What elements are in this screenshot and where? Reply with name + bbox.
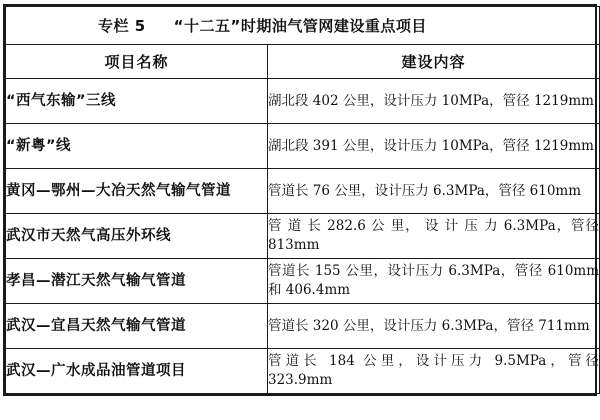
project-content-cell: 管 道 长 282.6 公 里， 设 计 压 力 6.3MPa，管径 813mm [268, 214, 600, 259]
project-name-cell: 武汉—广水成品油管道项目 [6, 349, 268, 394]
header-project-name: 项目名称 [6, 45, 268, 79]
project-table [5, 6, 600, 394]
table-title-cell [6, 7, 600, 45]
table-row [6, 304, 600, 349]
column-box-label: 专栏 5 [98, 17, 146, 35]
table-row [6, 259, 600, 304]
project-content-cell: 管道长 320 公里，设计压力 6.3MPa，管径 711mm [268, 304, 600, 349]
project-name-cell: “西气东输”三线 [6, 79, 268, 124]
table-title-text: “十二五”时期油气管网建设重点项目 [173, 17, 427, 35]
table-header-row [6, 45, 600, 79]
project-content-cell: 湖北段 391 公里，设计压力 10MPa，管径 1219mm [268, 124, 600, 169]
header-construction-content: 建设内容 [268, 45, 600, 79]
project-name-cell: 武汉市天然气高压外环线 [6, 214, 268, 259]
project-content-cell: 管道长 76 公里，设计压力 6.3MPa，管径 610mm [268, 169, 600, 214]
table-row [6, 169, 600, 214]
project-content-cell: 管道长 184 公里，设计压力 9.5MPa，管径 323.9mm [268, 349, 600, 394]
project-name-cell: 武汉—宜昌天然气输气管道 [6, 304, 268, 349]
table-row [6, 79, 600, 124]
table-title [6, 15, 599, 36]
project-name-cell: 孝昌—潜江天然气输气管道 [6, 259, 268, 304]
table-row [6, 349, 600, 394]
table-row [6, 124, 600, 169]
project-name-cell: “新粤”线 [6, 124, 268, 169]
table-title-row [6, 7, 600, 45]
project-content-cell: 管道长 155 公里，设计压力 6.3MPa，管径 610mm 和 406.4mm [268, 259, 600, 304]
project-name-cell: 黄冈—鄂州—大冶天然气输气管道 [6, 169, 268, 214]
project-table-frame [3, 4, 600, 396]
table-row [6, 214, 600, 259]
project-content-cell: 湖北段 402 公里，设计压力 10MPa，管径 1219mm [268, 79, 600, 124]
